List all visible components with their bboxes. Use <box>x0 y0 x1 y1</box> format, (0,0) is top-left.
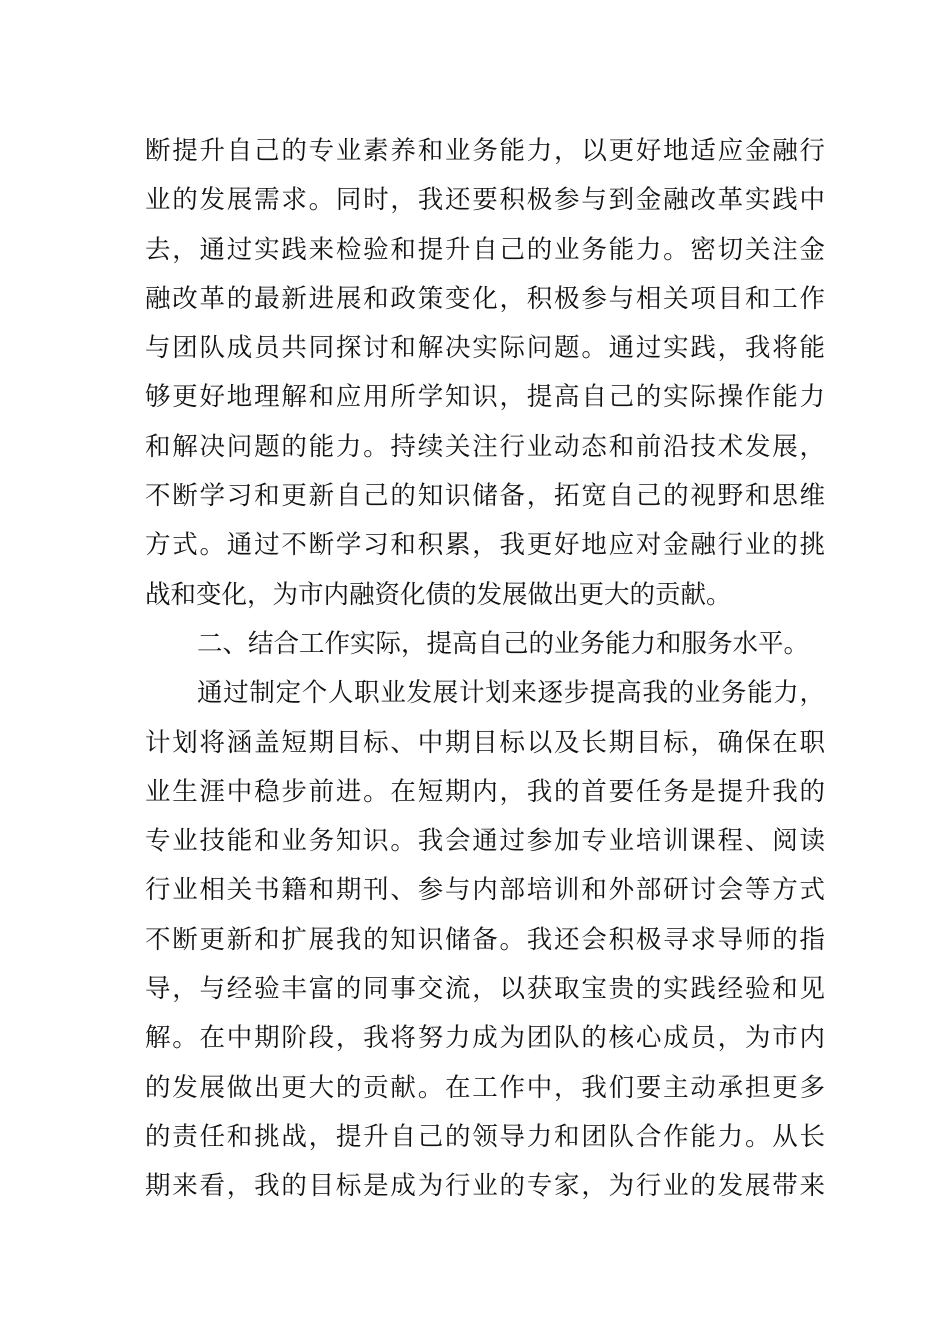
text-line: 去，通过实践来检验和提升自己的业务能力。密切关注金 <box>145 234 825 265</box>
text-line: 战和变化，为市内融资化债的发展做出更大的贡献。 <box>145 579 732 610</box>
text-line: 解。在中期阶段，我将努力成为团队的核心成员，为市内 <box>145 1023 825 1054</box>
text-line: 导，与经验丰富的同事交流，以获取宝贵的实践经验和见 <box>145 974 825 1005</box>
text-line: 通过制定个人职业发展计划来逐步提高我的业务能力， <box>197 678 825 709</box>
text-line: 的责任和挑战，提升自己的领导力和团队合作能力。从长 <box>145 1121 825 1152</box>
text-line: 的发展做出更大的贡献。在工作中，我们要主动承担更多 <box>145 1072 825 1103</box>
text-line: 不断学习和更新自己的知识储备，拓宽自己的视野和思维 <box>145 481 825 512</box>
text-line: 断提升自己的专业素养和业务能力，以更好地适应金融行 <box>145 136 825 166</box>
section-heading: 二、结合工作实际，提高自己的业务能力和服务水平。 <box>197 628 810 659</box>
text-line: 业生涯中稳步前进。在短期内，我的首要任务是提升我的 <box>145 776 825 807</box>
text-line: 期来看，我的目标是成为行业的专家，为行业的发展带来 <box>145 1171 825 1202</box>
text-line: 业的发展需求。同时，我还要积极参与到金融改革实践中 <box>145 185 825 216</box>
text-line: 不断更新和扩展我的知识储备。我还会积极寻求导师的指 <box>145 924 825 955</box>
text-line: 融改革的最新进展和政策变化，积极参与相关项目和工作 <box>145 283 825 314</box>
text-line: 计划将涵盖短期目标、中期目标以及长期目标，确保在职 <box>145 727 825 758</box>
text-line: 行业相关书籍和期刊、参与内部培训和外部研讨会等方式 <box>145 875 825 906</box>
document-body <box>145 127 825 1212</box>
text-line: 方式。通过不断学习和积累，我更好地应对金融行业的挑 <box>145 530 825 561</box>
text-line: 够更好地理解和应用所学知识，提高自己的实际操作能力 <box>145 382 825 413</box>
text-line: 专业技能和业务知识。我会通过参加专业培训课程、阅读 <box>145 826 825 857</box>
text-line: 与团队成员共同探讨和解决实际问题。通过实践，我将能 <box>145 333 825 364</box>
text-line: 和解决问题的能力。持续关注行业动态和前沿技术发展， <box>145 431 825 462</box>
